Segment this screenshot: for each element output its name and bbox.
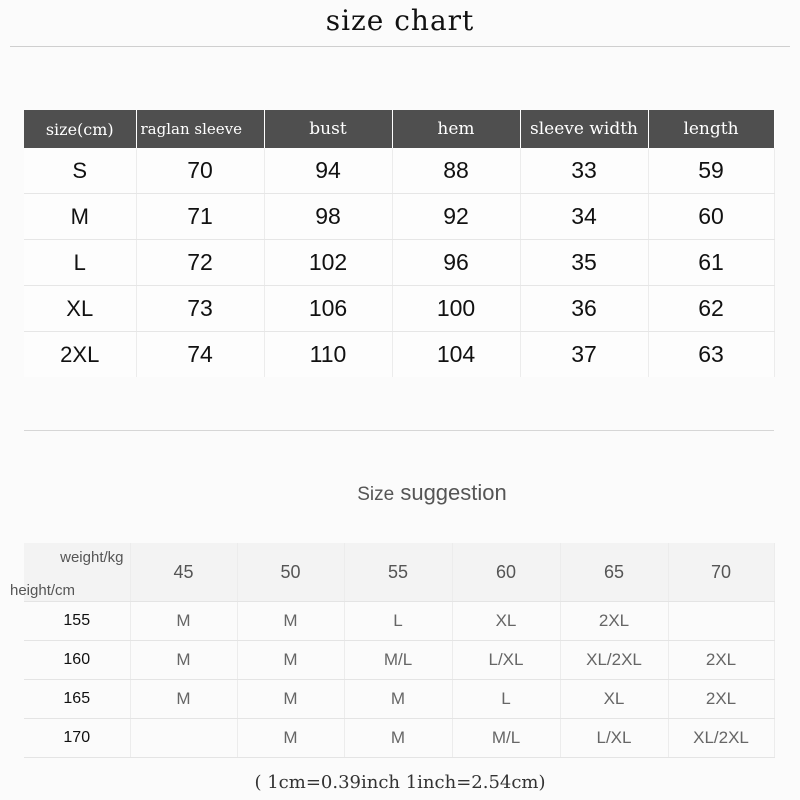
table-row	[24, 148, 774, 194]
section-divider	[24, 430, 774, 431]
table-row	[24, 680, 774, 719]
hem-value: 96	[392, 240, 520, 286]
size-chart-header-row	[24, 110, 774, 148]
weight-header: 50	[237, 543, 344, 602]
suggested-size: M	[130, 641, 237, 680]
suggested-size: M/L	[452, 719, 560, 758]
height-value: 155	[24, 602, 130, 641]
table-row	[24, 286, 774, 332]
suggested-size: M	[344, 719, 452, 758]
length-value: 62	[648, 286, 774, 332]
page-title: size chart	[325, 4, 475, 37]
weight-header: 60	[452, 543, 560, 602]
hem-value: 88	[392, 148, 520, 194]
size-label: 2XL	[24, 332, 136, 378]
bust-value: 98	[264, 194, 392, 240]
header-sleeve-width: sleeve width	[520, 110, 648, 148]
length-value: 61	[648, 240, 774, 286]
raglan-sleeve-value: 73	[136, 286, 264, 332]
weight-header: 70	[668, 543, 774, 602]
raglan-sleeve-value: 74	[136, 332, 264, 378]
weight-header: 65	[560, 543, 668, 602]
size-suggestion-table	[10, 543, 775, 758]
suggested-size: L	[344, 602, 452, 641]
suggested-size	[130, 719, 237, 758]
sleeve-width-value: 34	[520, 194, 648, 240]
height-value: 160	[24, 641, 130, 680]
header-raglan-sleeve: raglan sleeve	[136, 110, 264, 148]
hem-value: 104	[392, 332, 520, 378]
length-value: 60	[648, 194, 774, 240]
size-label: XL	[24, 286, 136, 332]
suggested-size	[668, 602, 774, 641]
table-row	[24, 602, 774, 641]
length-value: 63	[648, 332, 774, 378]
sleeve-width-value: 37	[520, 332, 648, 378]
height-value: 165	[24, 680, 130, 719]
header-hem: hem	[392, 110, 520, 148]
suggestion-header-row	[24, 543, 774, 602]
table-row	[24, 194, 774, 240]
size-label: S	[24, 148, 136, 194]
suggested-size: XL	[560, 680, 668, 719]
corner-cell	[10, 543, 130, 602]
header-bust: bust	[264, 110, 392, 148]
size-label: L	[24, 240, 136, 286]
hem-value: 92	[392, 194, 520, 240]
suggestion-title	[0, 480, 800, 506]
weight-axis-label: weight/kg	[60, 549, 124, 566]
height-axis-label: height/cm	[10, 582, 76, 599]
suggested-size: M	[130, 602, 237, 641]
height-value: 170	[24, 719, 130, 758]
unit-conversion-note: ( 1cm=0.39inch 1inch=2.54cm)	[254, 772, 546, 793]
suggested-size: M	[344, 680, 452, 719]
suggested-size: L/XL	[560, 719, 668, 758]
header-size: size(cm)	[24, 110, 136, 148]
weight-header: 55	[344, 543, 452, 602]
bust-value: 110	[264, 332, 392, 378]
suggested-size: 2XL	[668, 641, 774, 680]
suggested-size: M/L	[344, 641, 452, 680]
suggested-size: 2XL	[668, 680, 774, 719]
raglan-sleeve-value: 70	[136, 148, 264, 194]
raglan-sleeve-value: 71	[136, 194, 264, 240]
suggested-size: M	[237, 719, 344, 758]
bust-value: 102	[264, 240, 392, 286]
sleeve-width-value: 35	[520, 240, 648, 286]
suggested-size: M	[130, 680, 237, 719]
weight-header: 45	[130, 543, 237, 602]
suggested-size: M	[237, 680, 344, 719]
table-row	[24, 641, 774, 680]
size-chart-table	[24, 110, 775, 377]
suggested-size: XL/2XL	[668, 719, 774, 758]
suggested-size: L/XL	[452, 641, 560, 680]
table-row	[24, 719, 774, 758]
suggested-size: XL/2XL	[560, 641, 668, 680]
suggestion-title-part2: suggestion	[400, 480, 507, 505]
bust-value: 106	[264, 286, 392, 332]
table-row	[24, 240, 774, 286]
suggested-size: XL	[452, 602, 560, 641]
suggestion-title-part1: Size	[357, 484, 395, 505]
hem-value: 100	[392, 286, 520, 332]
bust-value: 94	[264, 148, 392, 194]
size-label: M	[24, 194, 136, 240]
sleeve-width-value: 36	[520, 286, 648, 332]
title-divider	[10, 46, 790, 47]
header-length: length	[648, 110, 774, 148]
suggested-size: L	[452, 680, 560, 719]
raglan-sleeve-value: 72	[136, 240, 264, 286]
suggested-size: M	[237, 641, 344, 680]
length-value: 59	[648, 148, 774, 194]
suggested-size: 2XL	[560, 602, 668, 641]
suggested-size: M	[237, 602, 344, 641]
sleeve-width-value: 33	[520, 148, 648, 194]
table-row	[24, 332, 774, 378]
